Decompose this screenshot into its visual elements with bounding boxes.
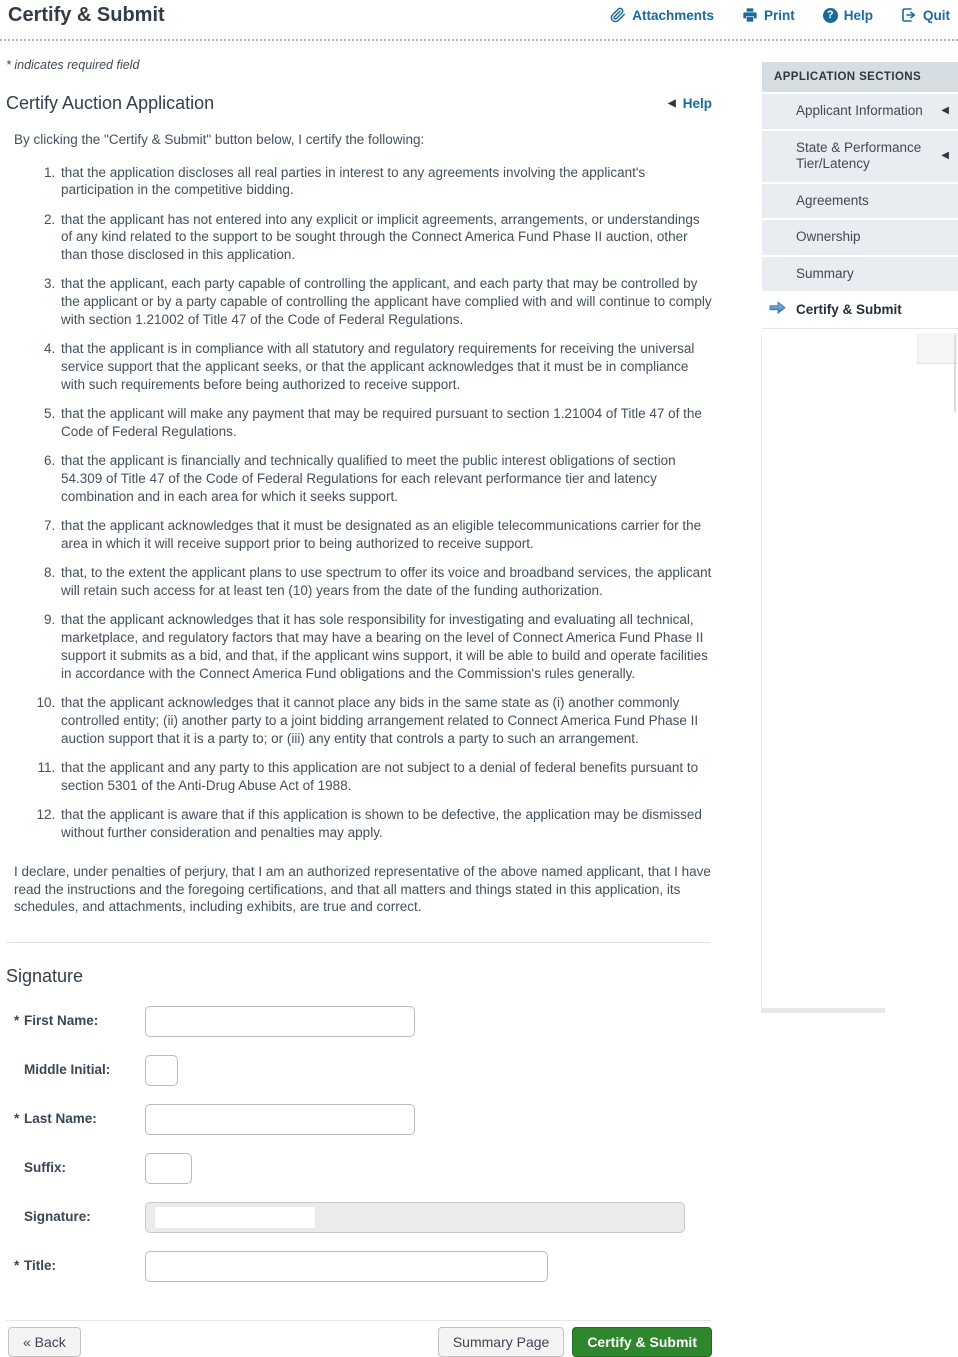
current-section-arrow-icon [769,302,786,320]
print-link[interactable]: Print [742,7,795,23]
middle-initial-input[interactable] [145,1055,178,1086]
redaction-overlay [155,1207,315,1228]
scrollbar-track[interactable] [917,333,958,364]
main-content [0,58,712,1357]
question-circle-icon: ? [823,8,838,23]
page-title: Certify & Submit [8,4,165,26]
first-name-label: * First Name: [14,1013,99,1029]
suffix-label: Suffix: [24,1160,66,1176]
section-divider [6,942,710,943]
perjury-declaration: I declare, under penalties of perjury, that I am an authorized representative of the above named applicant, that I have read the instructions and the foregoing certifications, and that all matters and things stated in this application, its schedules, and attachments, including exhibits, are true and correct. [14,863,711,915]
signature-section-title: Signature [6,966,84,987]
certification-item: 2. that the applicant has not entered into any explicit or implicit agreements, arrangements, or understandings of any kind related to the support to be sought through the Connect America Fund Phase II auction, other than those disclosed in this application. [59,211,712,264]
section-title: Certify Auction Application [6,93,215,113]
certification-item: 1. that the application discloses all real parties in interest to any agreements involving the applicant's participation in the competitive bidding. [59,164,712,200]
middle-initial-row [14,1055,712,1086]
certification-item: 4. that the applicant is in compliance with all statutory and regulatory requirements for receiving the universal service support that the applicant seeks, or that the applicant acknowledges that it must be in compliance with such requirements before being authorized to receive support. [59,340,712,393]
help-panel-shadow [761,1008,885,1013]
attachments-link[interactable]: Attachments [610,7,714,23]
title-input[interactable] [145,1251,548,1282]
section-header [6,93,712,114]
chevron-left-icon: ◀ [941,149,949,161]
certification-item: 12. that the applicant is aware that if this application is shown to be defective, the application may be dismissed without further consideration and penalties may apply. [59,806,712,842]
certification-item: 7. that the applicant acknowledges that it must be designated as an eligible telecommunications carrier for the area in which it will receive support prior to being authorized to receive support. [59,517,712,553]
section-help-link[interactable]: ◀ Help [668,96,712,111]
signature-form [6,1006,712,1282]
suffix-input[interactable] [145,1153,192,1184]
first-name-row [14,1006,712,1037]
certification-item: 11. that the applicant and any party to this application are not subject to a denial of federal benefits pursuant to section 5301 of the Anti-Drug Abuse Act of 1988. [59,759,712,795]
certify-submit-button[interactable]: Certify & Submit [572,1327,712,1357]
certification-item: 8. that, to the extent the applicant plans to use spectrum to offer its voice and broadband services, the applicant will retain such access for at least ten (10) years from the date of the funding authorization. [59,564,712,600]
certification-item: 3. that the applicant, each party capable of controlling the applicant, and each party that may be controlled by the applicant or by a party capable of controlling the applicant have complied with and will continue to comply with section 1.21002 of Title 47 of the Code of Federal Regulations. [59,275,712,328]
signature-field-wrap [145,1202,685,1233]
chevron-left-icon: ◀ [941,105,949,116]
sidebar-item-agreements[interactable]: Agreements [762,184,958,219]
application-sections-sidebar [762,62,958,329]
required-field-note: * indicates required field [6,58,140,72]
printer-icon [742,7,758,23]
sidebar-item-state-performance-tier-latency[interactable]: State & Performance Tier/Latency ◀ [762,131,958,182]
help-link-top[interactable]: ? Help [823,7,873,23]
sidebar-item-summary[interactable]: Summary [762,257,958,292]
logout-icon [901,7,917,23]
last-name-row [14,1104,712,1135]
sidebar-item-applicant-information[interactable]: Applicant Information ◀ [762,94,958,129]
title-label: * Title: [14,1258,57,1274]
chevron-left-icon: ◀ [668,97,676,109]
header-links [610,4,952,23]
scrollbar-line [954,335,956,412]
certification-item: 5. that the applicant will make any payment that may be required pursuant to section 1.21004 of Title 47 of the Code of Federal Regulations. [59,405,712,441]
footer-divider [6,1320,712,1321]
summary-page-button[interactable]: Summary Page [438,1327,564,1357]
certification-item: 10. that the applicant acknowledges that it cannot place any bids in the same state as (i) another commonly controlled entity; (ii) another party to a joint bidding arrangement related to Connect America Fund Phase II auction support that it is a party to; or (iii) any entity that controls a party to such an arrangement. [59,694,712,747]
first-name-input[interactable] [145,1006,415,1037]
sidebar-item-ownership[interactable]: Ownership [762,220,958,255]
signature-row [14,1202,712,1233]
help-panel-empty [761,335,885,1008]
certification-list [6,164,712,842]
certify-intro: By clicking the "Certify & Submit" button below, I certify the following: [14,132,425,147]
signature-label: Signature: [24,1209,91,1225]
quit-link[interactable]: Quit [901,7,950,23]
certification-item: 9. that the applicant acknowledges that it has sole responsibility for investigating and evaluating all technical, marketplace, and regulatory factors that may have a bearing on the level of Connect America Fund Phase II support it submits as a bid, and that, if the applicant wins support, it will be able to build and operate facilities in accordance with the Connect America Fund obligations and the Commission's rules generally. [59,611,712,682]
title-row [14,1251,712,1282]
last-name-label: * Last Name: [14,1111,97,1127]
back-button[interactable]: « Back [8,1327,81,1357]
suffix-row [14,1153,712,1184]
footer-buttons [6,1327,712,1357]
page-header [0,0,958,41]
sidebar-header: APPLICATION SECTIONS [762,62,958,92]
sidebar-item-certify-submit[interactable]: Certify & Submit [762,293,958,329]
footer-button-group [438,1327,712,1357]
paperclip-icon [610,7,626,23]
last-name-input[interactable] [145,1104,415,1135]
certification-item: 6. that the applicant is financially and technically qualified to meet the public interest obligations of section 54.309 of Title 47 of the Code of Federal Regulations for each relevant performance tier and latency combination and in each area for which it seeks support. [59,452,712,505]
middle-initial-label: Middle Initial: [24,1062,111,1078]
